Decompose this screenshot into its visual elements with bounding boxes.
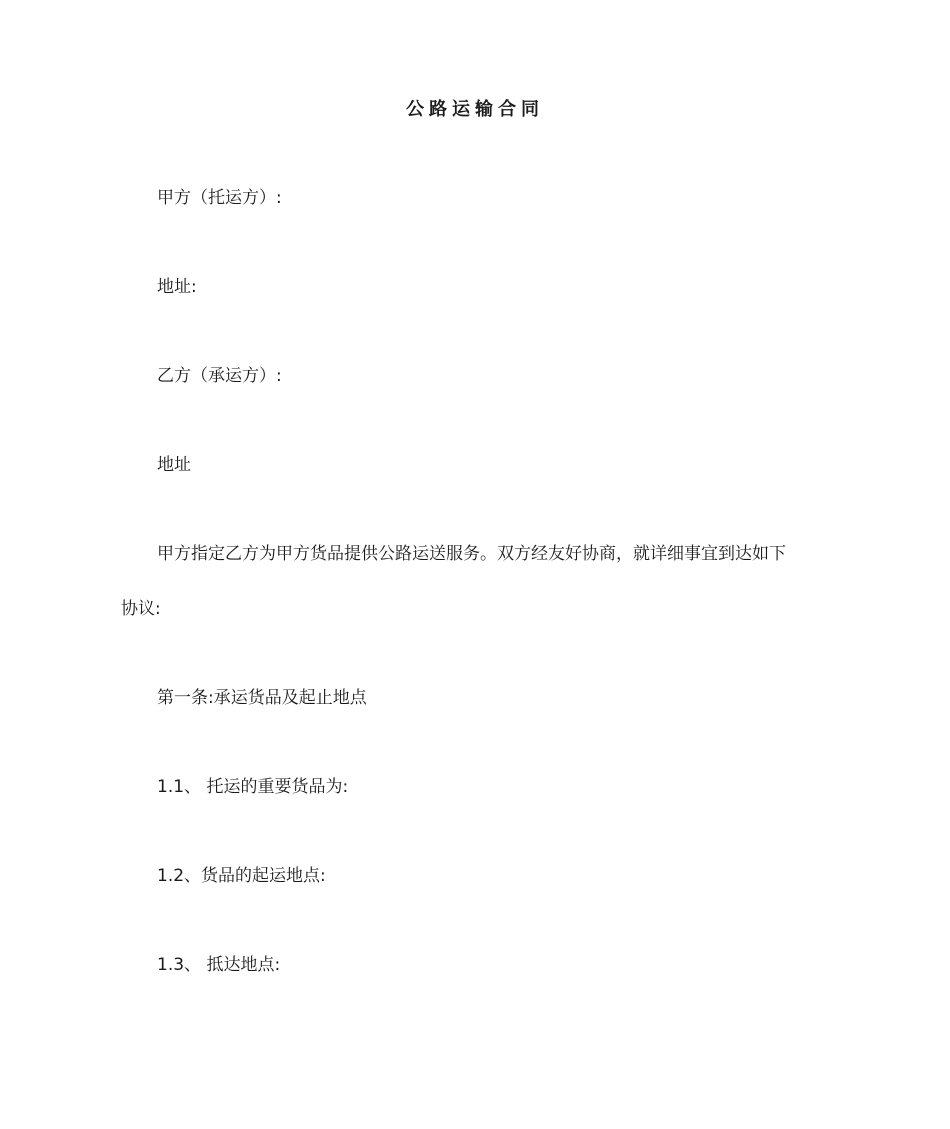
party-b-label: 乙方（承运方）: <box>157 366 282 386</box>
intro-paragraph-line-2: 协议: <box>121 599 161 619</box>
party-a-label: 甲方（托运方）: <box>157 188 282 208</box>
party-b-address-label: 地址 <box>157 455 191 475</box>
intro-paragraph-line-1: 甲方指定乙方为甲方货品提供公路运送服务。双方经友好协商，就详细事宜到达如下 <box>157 544 786 564</box>
clause-1-1: 1.1、 托运的重要货品为: <box>157 777 349 797</box>
article-1-heading: 第一条:承运货品及起止地点 <box>157 688 367 708</box>
document-title: 公路运输合同 <box>406 99 544 120</box>
party-a-address-label: 地址: <box>157 277 197 297</box>
clause-1-3: 1.3、 抵达地点: <box>157 955 281 975</box>
clause-1-2: 1.2、货品的起运地点: <box>157 866 326 886</box>
